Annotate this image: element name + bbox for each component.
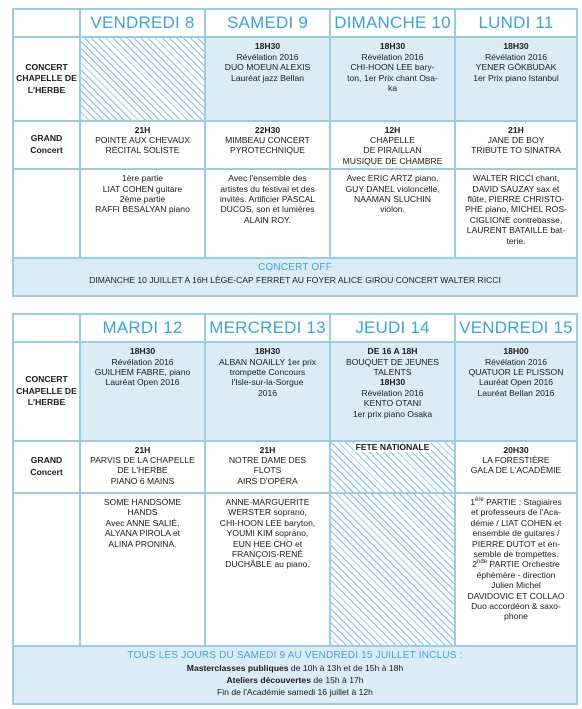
- event-cell: [205, 121, 330, 170]
- detail-line: RAFFI BESALYAN piano: [95, 204, 190, 215]
- detail-line: DAVID SAUZAY sax et: [472, 183, 560, 194]
- event-line: AIRS D'OPÉRA: [237, 475, 298, 486]
- event-cell: [330, 37, 455, 120]
- event-cell: [80, 342, 205, 441]
- event-line: Lauréat jazz Bellan: [230, 72, 305, 83]
- corner-cell: [13, 314, 80, 342]
- empty-cell: [13, 493, 80, 646]
- event-cell: [205, 441, 330, 493]
- event-line: l'Isle-sur-la-Sorgue: [231, 377, 304, 388]
- event-line: DUO MOEUN ALEXIS: [224, 62, 311, 73]
- details-cell: [455, 169, 577, 258]
- detail-line: invités. Artificier PASCAL: [219, 194, 316, 205]
- event-line: FLOTS: [253, 465, 282, 476]
- event-line: 1er Prix piano Istanbul: [473, 72, 559, 83]
- event-time: 18H30: [379, 41, 406, 52]
- row-header-grand-concert: GRAND Concert: [13, 121, 80, 170]
- detail-line: 1ère partie: [121, 173, 164, 184]
- details-cell: [80, 493, 205, 646]
- event-line: YENER GÖKBUDAK: [475, 62, 557, 73]
- event-line: NOTRE DAME DES: [228, 455, 307, 466]
- detail-line: DAVIDOVIC ET COLLAO: [467, 590, 565, 601]
- empty-hatched-cell: [80, 37, 205, 120]
- detail-text: PARTIE : Stagiaires: [483, 496, 562, 507]
- concert-off-title: CONCERT OFF: [257, 262, 333, 274]
- detail-line: Avec l'ensemble des: [228, 173, 307, 184]
- event-line: MIMBEAU CONCERT: [225, 134, 310, 145]
- event-cell: [205, 37, 330, 120]
- detail-line: GUY DANEL violoncelle,: [345, 183, 440, 194]
- event-line: CHI-HOON LEE bary-: [350, 62, 435, 73]
- event-line: BOUQUET DE JEUNES: [346, 356, 439, 367]
- detail-line: semble de trompettes.: [473, 548, 559, 559]
- detail-line: Julien Michel: [491, 580, 541, 591]
- event-time: 18H30: [503, 41, 529, 52]
- detail-line: Avec ANNE SALIÉ,: [105, 517, 180, 528]
- detail-line: CIGLIONE contrebasse,: [469, 214, 563, 225]
- event-line: Révélation 2016: [111, 356, 174, 367]
- detail-line: ANNE-MARGUERITE: [225, 496, 310, 507]
- detail-line: [456, 497, 576, 507]
- event-line: PARVIS DE LA CHAPELLE: [90, 455, 195, 466]
- event-cell: [330, 121, 455, 170]
- event-line: Révélation 2016: [361, 51, 424, 62]
- ateliers-hours: de 15h à 17h: [310, 674, 364, 685]
- detail-line: DUCHÂBLE au piano.: [225, 559, 310, 570]
- masterclasses-label: Masterclasses publiques: [186, 662, 289, 673]
- detail-line: Avec ERIC ARTZ piano,: [346, 173, 439, 184]
- details-cell: [205, 169, 330, 258]
- event-line: TRIBUTE TO SINATRA: [471, 145, 561, 156]
- day-header: MERCREDI 13: [205, 314, 330, 342]
- event-line: MUSIQUE DE CHAMBRE: [342, 155, 443, 166]
- holiday-label: FETE NATIONALE: [355, 441, 430, 452]
- ateliers-label: Ateliers découvertes: [226, 674, 311, 685]
- part-number: 2: [472, 559, 477, 570]
- event-time: 12H: [384, 124, 401, 135]
- corner-cell: [13, 9, 80, 37]
- event-cell: [80, 441, 205, 493]
- detail-line: PIERRE DUTOT et en-: [471, 538, 561, 549]
- detail-line: [456, 559, 576, 569]
- day-header: VENDREDI 8: [80, 9, 205, 37]
- event-line: 2016: [257, 387, 278, 398]
- event-time: DE 16 A 18H: [367, 346, 418, 357]
- detail-line: NAAMAN SLUCHIN: [354, 194, 431, 205]
- event-line: POINTE AUX CHEVAUX: [95, 134, 190, 145]
- concert-off-text: DIMANCHE 10 JUILLET A 16H LÈGE-CAP FERRET AU FOYER ALICE GIROU CONCERT WALTER RICCI: [89, 275, 501, 286]
- masterclasses-hours: de 10h à 13h et de 15h à 18h: [288, 662, 404, 673]
- event-line: DE PIRAILLAN: [363, 145, 422, 156]
- event-time: 21H: [134, 124, 151, 135]
- detail-line: WERSTER soprano,: [228, 507, 307, 518]
- event-cell: [80, 121, 205, 170]
- event-line: KENTO OTANI: [363, 398, 422, 409]
- event-line: Révélation 2016: [484, 51, 548, 62]
- event-line: Lauréat Open 2016: [478, 377, 554, 388]
- event-cell: [455, 121, 577, 170]
- event-cell: [205, 342, 330, 441]
- event-time: 22H30: [254, 124, 281, 135]
- concert-off-banner: [13, 258, 577, 296]
- event-line: RÉCITAL SOLISTE: [105, 145, 180, 156]
- empty-hatched-cell: [330, 493, 455, 646]
- details-cell: [80, 169, 205, 258]
- event-line: Révélation 2016: [484, 356, 548, 367]
- event-time: 18H30: [254, 41, 281, 52]
- details-cell: [330, 169, 455, 258]
- details-cell: [455, 493, 577, 646]
- part-number: 1: [470, 496, 476, 507]
- day-header: LUNDI 11: [455, 9, 577, 37]
- event-time: 18H30: [254, 346, 281, 357]
- part-suffix: ère: [475, 497, 484, 504]
- detail-line: LAURENT BATAILLE bat-: [466, 225, 566, 236]
- detail-line: artistes du festival et des: [220, 183, 315, 194]
- event-line: PIANO 6 MAINS: [110, 475, 175, 486]
- event-line: GALA DE L'ACADÉMIE: [470, 465, 562, 476]
- empty-cell: [13, 169, 80, 258]
- detail-text: PARTIE Orchestre: [487, 559, 560, 570]
- event-cell: [455, 441, 577, 493]
- detail-line: violon.: [380, 204, 405, 215]
- event-line: ka: [387, 83, 398, 94]
- row-header-concert-chapelle: CONCERT CHAPELLE DE L'HERBE: [13, 342, 80, 441]
- event-line: ton, 1er Prix chant Osa-: [347, 72, 438, 83]
- daily-activities-title: TOUS LES JOURS DU SAMEDI 9 AU VENDREDI 15 JUILLET INCLUS :: [127, 649, 463, 661]
- event-line: ALBAN NOAILLY 1er prix: [218, 356, 317, 367]
- event-line: Lauréat Bellan 2016: [477, 387, 555, 398]
- event-cell: [330, 342, 455, 441]
- detail-line: EUN HEE CHO et: [232, 538, 303, 549]
- event-line: DE L'HERBE: [117, 465, 168, 476]
- event-line: LA FORESTIÈRE: [482, 455, 550, 466]
- detail-line: CHI-HOON LEE baryton,: [219, 517, 316, 528]
- event-line: 1er prix piano Osaka: [352, 408, 433, 419]
- detail-line: ALINA PRONINA.: [108, 538, 177, 549]
- event-time: 21H: [134, 444, 151, 455]
- event-time: 18H00: [503, 346, 529, 357]
- row-header-grand-concert: GRAND Concert: [13, 441, 80, 493]
- detail-line: et professeurs de l'Aca-: [470, 507, 561, 518]
- detail-line: éphémère - direction: [476, 569, 556, 580]
- event-time: 18H30: [129, 346, 156, 357]
- event-line: JANE DE BOY: [487, 134, 545, 145]
- event-line: trompette Concours: [229, 366, 306, 377]
- event-line: TALENTS: [373, 366, 412, 377]
- detail-line: SOME HANDSOME: [103, 496, 182, 507]
- event-line: GUILHEM FABRE, piano: [94, 366, 191, 377]
- detail-line: phone: [504, 611, 528, 622]
- detail-line: WALTER RICCI chant,: [472, 173, 560, 184]
- detail-line: terie.: [506, 235, 526, 246]
- schedule-week-2: [12, 313, 578, 705]
- event-line: QUATUOR LE PLISSON: [468, 366, 564, 377]
- day-header: DIMANCHE 10: [330, 9, 455, 37]
- event-time: 21H: [259, 444, 276, 455]
- details-cell: [205, 493, 330, 646]
- event-line: PYROTECHNIQUE: [230, 145, 305, 156]
- day-header: MARDI 12: [80, 314, 205, 342]
- detail-line: LIAT COHEN guitare: [102, 183, 183, 194]
- detail-line: flûte, PIERRE CHRISTO-: [467, 194, 565, 205]
- event-line: Révélation 2016: [236, 51, 299, 62]
- daily-activities-banner: [13, 646, 577, 704]
- ateliers-line: [14, 674, 576, 686]
- detail-line: YOUMI KIM soprano,: [226, 528, 309, 539]
- detail-line: démie / LIAT COHEN et: [470, 517, 562, 528]
- event-time: 18H30: [379, 377, 406, 388]
- event-line: Révélation 2016: [361, 387, 424, 398]
- schedule-week-1: [12, 8, 578, 297]
- detail-line: ALYANA PIROLA et: [104, 528, 181, 539]
- detail-line: HANDS: [127, 507, 158, 518]
- detail-line: ALAIN ROY.: [243, 214, 292, 225]
- day-header: VENDREDI 15: [455, 314, 577, 342]
- detail-line: PHE piano, MICHEL ROS-: [465, 204, 567, 215]
- part-suffix: nde: [477, 559, 488, 566]
- academy-end-line: Fin de l'Académie samedi 16 juillet à 12h: [217, 686, 373, 697]
- event-line: CHAPELLE: [370, 134, 415, 145]
- detail-line: DUCOS, son et lumières: [220, 204, 315, 215]
- row-header-concert-chapelle: CONCERT CHAPELLE DE L'HERBE: [13, 37, 80, 120]
- detail-line: 2ème partie: [119, 194, 166, 205]
- event-time: 20H30: [503, 444, 529, 455]
- detail-line: Duo accordéon & saxo-: [471, 600, 561, 611]
- hatched-holiday-cell: [330, 441, 455, 493]
- event-line: Lauréat Open 2016: [105, 377, 180, 388]
- detail-line: FRANÇOIS-RENÉ: [231, 548, 304, 559]
- day-header: SAMEDI 9: [205, 9, 330, 37]
- event-cell: [455, 342, 577, 441]
- masterclasses-line: [14, 662, 576, 674]
- detail-line: ensemble de guitares /: [472, 528, 560, 539]
- day-header: JEUDI 14: [330, 314, 455, 342]
- event-time: 21H: [508, 124, 524, 135]
- event-cell: [455, 37, 577, 120]
